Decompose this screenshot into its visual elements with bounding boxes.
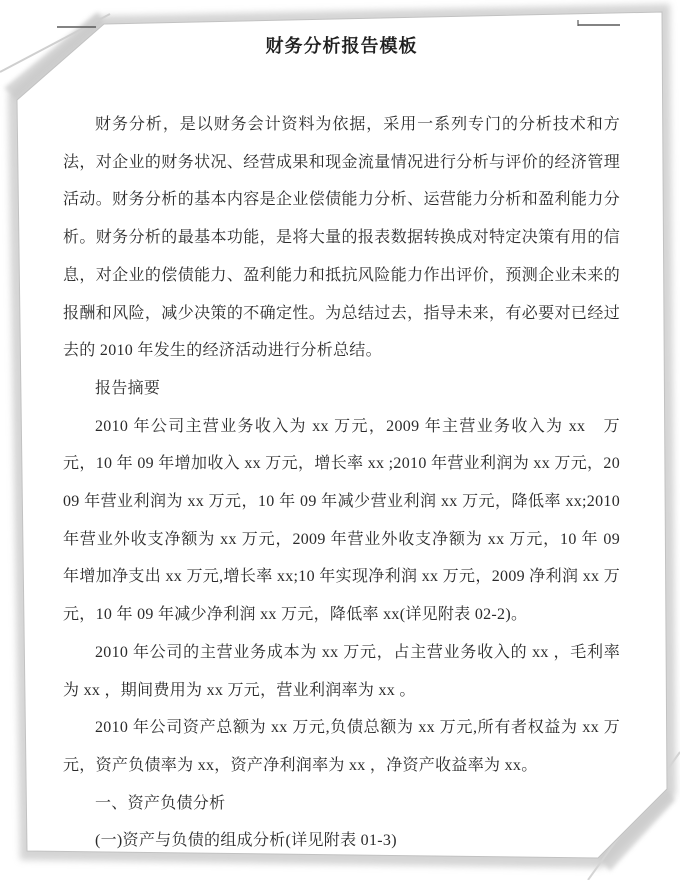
cost-margin-paragraph: 2010 年公司的主营业务成本为 xx 万元，占主营业务收入的 xx ，毛利率为 xx ，期间费用为 xx 万元，营业利润率为 xx 。 [63,643,620,699]
subsection-heading-composition-analysis: (一)资产与负债的组成分析(详见附表 01-3) [95,832,397,850]
page-title: 财务分析报告模板 [265,36,418,56]
intro-paragraph: 财务分析，是以财务会计资料为依据，采用一系列专门的分析技术和方法，对企业的财务状况、经营成果和现金流量情况进行分析与评价的经济管理活动。财务分析的基本内容是企业偿债能力分析、运营能力分析和盈利能力分析。财务分析的最基本功能，是将大量的报表数据转换成对特定决策有用的信息，对企业的偿债能力、盈利能力和抵抗风险能力作出评价，预测企业未来的报酬和风险，减少决策的不确定性。为总结过去，指导未来，有必要对已经过去的 2010 年发生的经济活动进行分析总结。 [63,116,620,360]
assets-liabilities-paragraph: 2010 年公司资产总额为 xx 万元,负债总额为 xx 万元,所有者权益为 xx 万元，资产负债率为 xx，资产净利润率为 xx ，净资产收益率为 xx。 [63,719,620,774]
report-summary-heading: 报告摘要 [95,379,161,397]
revenue-profit-paragraph: 2010 年公司主营业务收入为 xx 万元，2009 年主营业务收入为 xx 万元，10 年 09 年增加收入 xx 万元，增长率 xx ;2010 年营业利润为 xx 万元，2009 年营业利润为 xx 万元，10 年 09 年减少营业利润 xx 万元，降低率 xx;2010 年营业外收支净额为 xx 万元，2009 年营业外收支净额为 xx 万元，10 年 09 年增加净支出 xx 万元,增长率 xx;10 年实现净利润 xx 万元，2009 净利润 xx 万元，10 年 09 年减少净利润 xx 万元，降低率 xx(详见附表 02-2)。 [63,417,620,624]
section-heading-asset-liability-analysis: 一、资产负债分析 [95,794,226,812]
document-body [63,34,620,860]
